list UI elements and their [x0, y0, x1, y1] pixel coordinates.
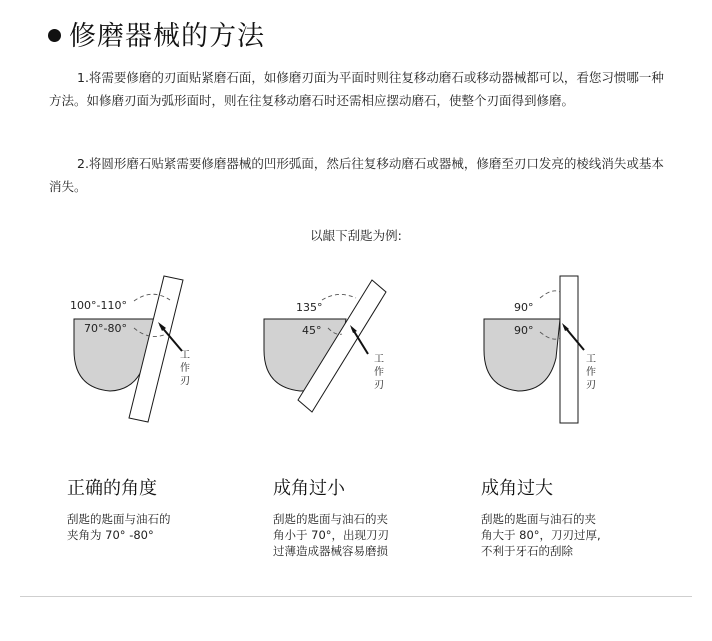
- angle-label-bottom: 90°: [514, 324, 534, 337]
- diagram-correct-angle: [62, 270, 262, 430]
- angle-label-bottom: 45°: [302, 324, 322, 337]
- caption-desc-correct: [67, 511, 171, 543]
- caption-line: 刮匙的匙面与油石的夹: [481, 512, 596, 526]
- edge-label-1: 工: [586, 354, 596, 365]
- caption-desc-too-small: [273, 511, 389, 559]
- angle-label-top: 135°: [296, 301, 323, 314]
- paragraph-2: 2.将圆形磨石贴紧需要修磨器械的凹形弧面，然后往复移动磨石或器械，修磨至刃口发亮的棱线消失或基本消失。: [49, 156, 664, 194]
- caption-title-correct: 正确的角度: [67, 478, 157, 499]
- edge-label-3: 刃: [180, 376, 190, 387]
- edge-label-1: 工: [374, 354, 384, 365]
- caption-line: 角大于 80°，刀刃过厚,: [481, 528, 601, 542]
- bottom-divider: [20, 596, 692, 597]
- angle-label-top: 90°: [514, 301, 534, 314]
- caption-desc-too-large: [481, 511, 601, 559]
- edge-label-3: 刃: [374, 380, 384, 391]
- diagram-angle-too-large: [478, 270, 678, 430]
- sharpening-stone: [560, 276, 578, 423]
- angle-label-top: 100°-110°: [70, 299, 127, 312]
- bullet-icon: [48, 29, 61, 42]
- caption-line: 刮匙的匙面与油石的夹: [273, 512, 388, 526]
- paragraph-1: 1.将需要修磨的刃面贴紧磨石面，如修磨刃面为平面时则往复移动磨石或移动器械都可以，看您习惯哪一种方法。如修磨刃面为弧形面时，则在往复移动磨石时还需相应摆动磨石，使整个刃面得到修磨。: [49, 70, 664, 108]
- caption-line: 夹角为 70° -80°: [67, 528, 154, 542]
- edge-label-1: 工: [180, 350, 190, 361]
- edge-label-2: 作: [374, 367, 384, 378]
- caption-line: 角小于 70°，出现刀刃: [273, 528, 390, 542]
- caption-title-too-large: 成角过大: [481, 478, 553, 499]
- caption-line: 过薄造成器械容易磨损: [273, 544, 388, 558]
- edge-label-2: 作: [180, 363, 190, 374]
- page-title-row: [48, 14, 265, 53]
- edge-label-2: 作: [586, 367, 596, 378]
- caption-title-too-small: 成角过小: [273, 478, 345, 499]
- example-label: 以龈下刮匙为例:: [310, 228, 402, 243]
- page-title: 修磨器械的方法: [69, 21, 265, 52]
- diagram-angle-too-small: [258, 270, 458, 430]
- caption-line: 刮匙的匙面与油石的: [67, 512, 171, 526]
- angle-arc-top: [322, 294, 356, 300]
- angle-label-bottom: 70°-80°: [84, 322, 127, 335]
- caption-line: 不利于牙石的刮除: [481, 544, 573, 558]
- angle-arc-top: [540, 291, 560, 298]
- edge-label-3: 刃: [586, 380, 596, 391]
